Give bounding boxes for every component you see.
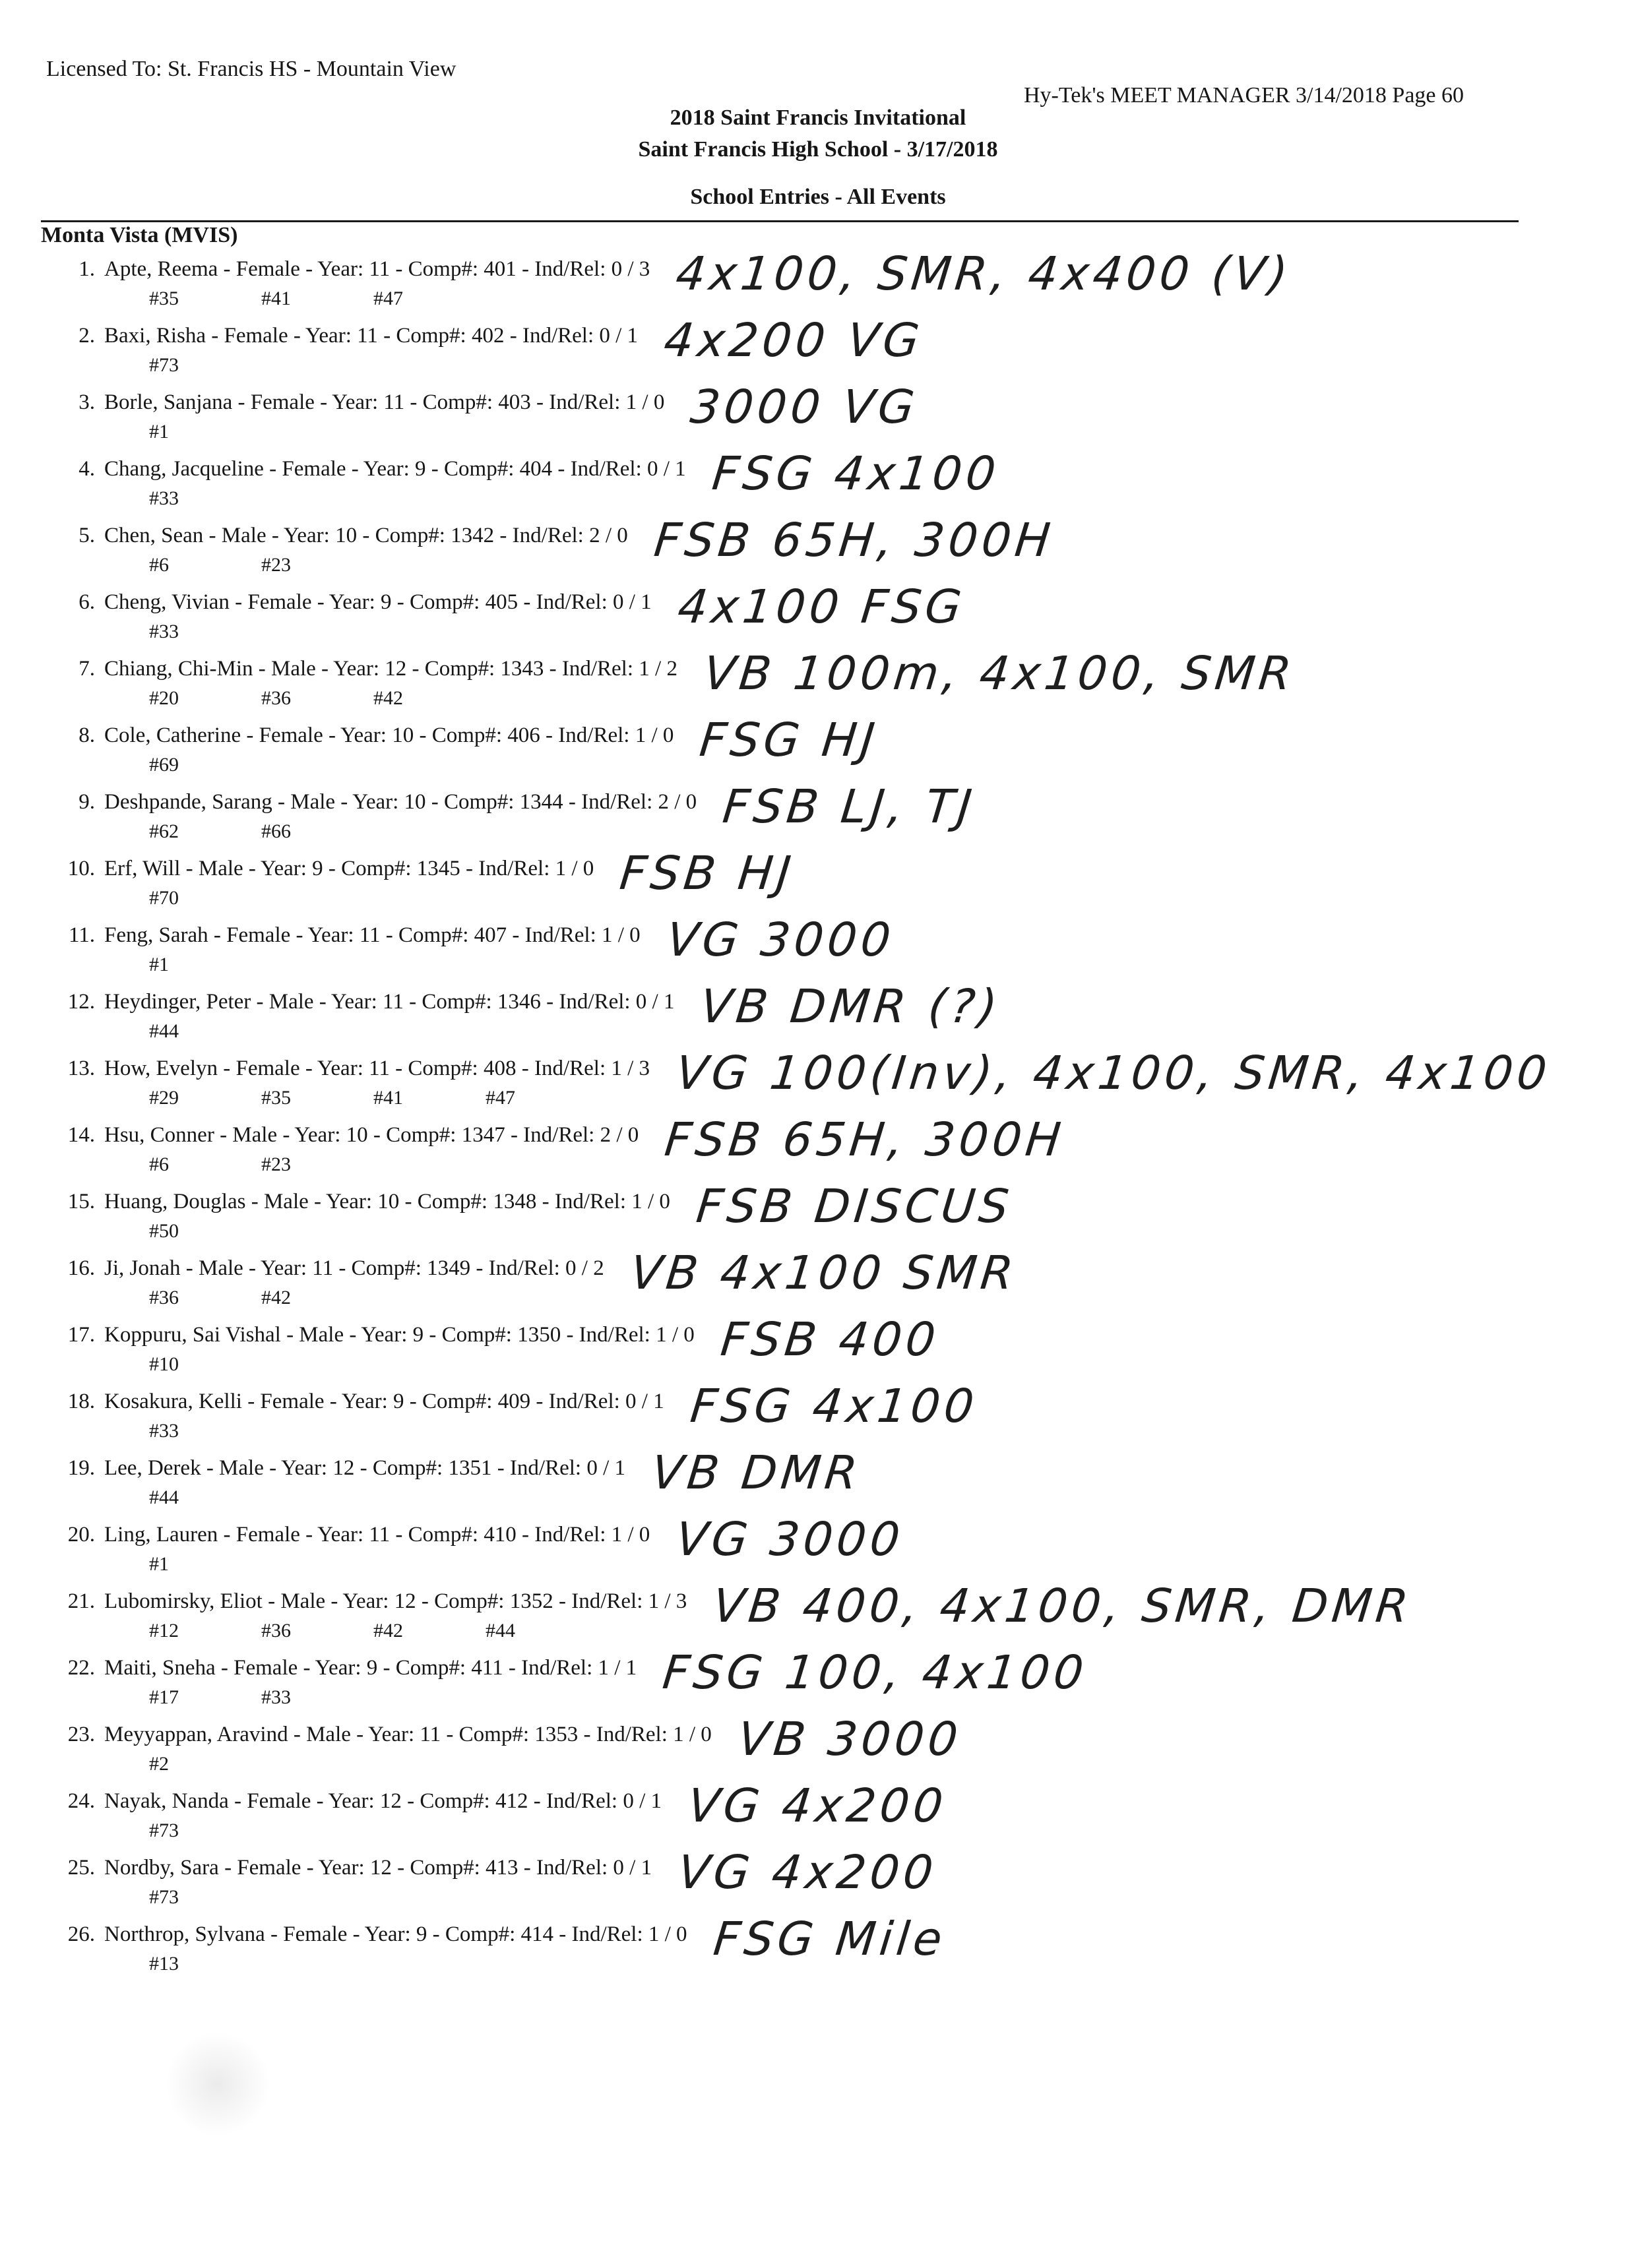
entry-number: 20. (67, 1523, 95, 1547)
event-number: #23 (261, 554, 291, 576)
entry-number: 9. (79, 790, 95, 814)
entry-number: 16. (67, 1256, 95, 1280)
handwritten-note: VB DMR (648, 1446, 864, 1500)
event-number: #42 (373, 1620, 403, 1641)
handwritten-note: FSG 4x100 (687, 1379, 980, 1433)
handwritten-note: VB 3000 (735, 1712, 964, 1766)
event-number: #44 (486, 1620, 515, 1641)
entry-number: 4. (79, 457, 95, 481)
entry-number: 6. (79, 590, 95, 614)
relay-event-numbers (149, 754, 261, 776)
handwritten-note: 4x200 VG (661, 313, 926, 367)
event-number: #42 (373, 687, 403, 709)
relay-event-numbers (149, 487, 261, 510)
entry-details: Ling, Lauren - Female - Year: 11 - Comp#: 410 - Ind/Rel: 1 / 0 (104, 1523, 650, 1547)
handwritten-note: FSB 400 (718, 1312, 942, 1366)
relay-event-numbers (149, 1420, 261, 1442)
relay-event-numbers (149, 1953, 261, 1975)
entry-details: Chang, Jacqueline - Female - Year: 9 - Comp#: 404 - Ind/Rel: 0 / 1 (104, 457, 686, 481)
report-title: School Entries - All Events (690, 185, 946, 209)
entry-number: 19. (67, 1456, 95, 1480)
entry-details: How, Evelyn - Female - Year: 11 - Comp#: 408 - Ind/Rel: 1 / 3 (104, 1057, 650, 1080)
event-number: #73 (149, 354, 179, 376)
handwritten-note: 3000 VG (688, 380, 922, 434)
event-number: #2 (149, 1753, 169, 1775)
event-number: #33 (149, 487, 179, 509)
handwritten-note: FSB LJ, TJ (720, 780, 979, 834)
entry-row (0, 780, 1636, 856)
event-number: #10 (149, 1353, 179, 1375)
relay-event-numbers (149, 421, 261, 443)
entry-number: 15. (67, 1190, 95, 1213)
entry-details: Cole, Catherine - Female - Year: 10 - Comp#: 406 - Ind/Rel: 1 / 0 (104, 723, 674, 747)
entry-number: 11. (68, 923, 95, 947)
entry-number: 26. (67, 1922, 95, 1946)
handwritten-note: VG 3000 (664, 913, 897, 967)
handwritten-note: FSB DISCUS (693, 1179, 1015, 1233)
event-number: #12 (149, 1620, 179, 1641)
handwritten-note: VG 3000 (674, 1512, 907, 1566)
event-number: #41 (373, 1087, 403, 1109)
event-number: #1 (149, 421, 169, 443)
relay-event-numbers (149, 1886, 261, 1909)
entry-number: 14. (67, 1123, 95, 1147)
entry-number: 24. (67, 1789, 95, 1813)
handwritten-note: FSG 4x100 (709, 446, 1002, 501)
entry-number: 12. (67, 990, 95, 1014)
entry-details: Lee, Derek - Male - Year: 12 - Comp#: 1351 - Ind/Rel: 0 / 1 (104, 1456, 626, 1480)
event-number: #29 (149, 1087, 179, 1109)
handwritten-note: FSB HJ (617, 846, 798, 900)
handwritten-note: FSB 65H, 300H (662, 1113, 1068, 1167)
relay-event-numbers (149, 1353, 261, 1376)
entry-details: Borle, Sanjana - Female - Year: 11 - Comp#: 403 - Ind/Rel: 1 / 0 (104, 390, 665, 414)
entry-number: 23. (67, 1723, 95, 1746)
handwritten-note: VB 100m, 4x100, SMR (701, 646, 1298, 700)
handwritten-note: VB 4x100 SMR (627, 1246, 1020, 1300)
event-number: #69 (149, 754, 179, 776)
handwritten-note: FSB 65H, 300H (651, 513, 1057, 567)
event-number: #62 (149, 820, 179, 842)
entry-number: 5. (79, 524, 95, 547)
relay-event-numbers (149, 288, 486, 310)
event-number: #6 (149, 1153, 169, 1175)
relay-event-numbers (149, 1820, 261, 1842)
entry-details: Koppuru, Sai Vishal - Male - Year: 9 - Comp#: 1350 - Ind/Rel: 1 / 0 (104, 1323, 695, 1347)
entry-details: Chen, Sean - Male - Year: 10 - Comp#: 1342 - Ind/Rel: 2 / 0 (104, 524, 628, 547)
scan-smudge (165, 2031, 270, 2137)
entry-number: 7. (79, 657, 95, 681)
relay-event-numbers (149, 354, 261, 377)
event-number: #41 (261, 288, 291, 309)
relay-event-numbers (149, 1287, 373, 1309)
entry-number: 13. (67, 1057, 95, 1080)
handwritten-note: VB 400, 4x100, SMR, DMR (710, 1579, 1415, 1633)
event-number: #17 (149, 1686, 179, 1708)
handwritten-note: 4x100, SMR, 4x400 (V) (674, 247, 1294, 301)
event-number: #1 (149, 954, 169, 975)
event-number: #66 (261, 820, 291, 842)
entry-details: Heydinger, Peter - Male - Year: 11 - Comp#: 1346 - Ind/Rel: 0 / 1 (104, 990, 675, 1014)
handwritten-note: VG 4x200 (675, 1845, 940, 1899)
entry-details: Nayak, Nanda - Female - Year: 12 - Comp#: 412 - Ind/Rel: 0 / 1 (104, 1789, 662, 1813)
entry-details: Feng, Sarah - Female - Year: 11 - Comp#: 407 - Ind/Rel: 1 / 0 (104, 923, 641, 947)
event-number: #73 (149, 1820, 179, 1841)
event-number: #35 (261, 1087, 291, 1109)
entry-number: 1. (79, 257, 95, 281)
handwritten-note: 4x100 FSG (675, 580, 968, 634)
entry-details: Huang, Douglas - Male - Year: 10 - Comp#: 1348 - Ind/Rel: 1 / 0 (104, 1190, 670, 1213)
event-number: #44 (149, 1486, 179, 1508)
handwritten-note: FSG Mile (710, 1912, 949, 1966)
relay-event-numbers (149, 1087, 598, 1109)
relay-event-numbers (149, 1486, 261, 1509)
event-number: #13 (149, 1953, 179, 1975)
entry-details: Deshpande, Sarang - Male - Year: 10 - Comp#: 1344 - Ind/Rel: 2 / 0 (104, 790, 697, 814)
entry-details: Kosakura, Kelli - Female - Year: 9 - Comp#: 409 - Ind/Rel: 0 / 1 (104, 1390, 664, 1413)
relay-event-numbers (149, 554, 373, 576)
event-number: #47 (486, 1087, 515, 1109)
license-line: Licensed To: St. Francis HS - Mountain View (46, 57, 456, 81)
entry-number: 18. (67, 1390, 95, 1413)
entry-details: Lubomirsky, Eliot - Male - Year: 12 - Comp#: 1352 - Ind/Rel: 1 / 3 (104, 1589, 687, 1613)
entry-details: Chiang, Chi-Min - Male - Year: 12 - Comp#: 1343 - Ind/Rel: 1 / 2 (104, 657, 677, 681)
event-number: #23 (261, 1153, 291, 1175)
relay-event-numbers (149, 1220, 261, 1242)
handwritten-note: VB DMR (?) (698, 979, 1004, 1033)
relay-event-numbers (149, 687, 486, 710)
relay-event-numbers (149, 1686, 373, 1709)
entry-number: 22. (67, 1656, 95, 1680)
handwritten-note: VG 4x200 (685, 1779, 950, 1833)
team-heading: Monta Vista (MVIS) (41, 223, 238, 247)
relay-event-numbers (149, 887, 261, 909)
handwritten-note: FSG HJ (697, 713, 882, 767)
event-number: #33 (149, 1420, 179, 1442)
relay-event-numbers (149, 820, 373, 843)
event-number: #35 (149, 288, 179, 309)
entry-number: 8. (79, 723, 95, 747)
entry-number: 25. (67, 1856, 95, 1880)
relay-event-numbers (149, 1153, 373, 1176)
handwritten-note: VG 100(Inv), 4x100, SMR, 4x100 (673, 1046, 1554, 1100)
entry-details: Ji, Jonah - Male - Year: 11 - Comp#: 1349 - Ind/Rel: 0 / 2 (104, 1256, 604, 1280)
event-number: #1 (149, 1553, 169, 1575)
software-page-line: Hy-Tek's MEET MANAGER 3/14/2018 Page 60 (1024, 83, 1464, 107)
entry-details: Hsu, Conner - Male - Year: 10 - Comp#: 1347 - Ind/Rel: 2 / 0 (104, 1123, 639, 1147)
entry-number: 3. (79, 390, 95, 414)
event-number: #33 (149, 621, 179, 642)
event-number: #20 (149, 687, 179, 709)
entry-details: Northrop, Sylvana - Female - Year: 9 - Comp#: 414 - Ind/Rel: 1 / 0 (104, 1922, 687, 1946)
entry-details: Erf, Will - Male - Year: 9 - Comp#: 1345 - Ind/Rel: 1 / 0 (104, 857, 594, 880)
event-number: #73 (149, 1886, 179, 1908)
entry-details: Cheng, Vivian - Female - Year: 9 - Comp#: 405 - Ind/Rel: 0 / 1 (104, 590, 652, 614)
entry-details: Apte, Reema - Female - Year: 11 - Comp#: 401 - Ind/Rel: 0 / 3 (104, 257, 650, 281)
entry-number: 21. (67, 1589, 95, 1613)
event-number: #6 (149, 554, 169, 576)
event-number: #70 (149, 887, 179, 909)
meet-title: 2018 Saint Francis Invitational (670, 106, 966, 130)
relay-event-numbers (149, 1553, 261, 1576)
event-number: #33 (261, 1686, 291, 1708)
relay-event-numbers (149, 954, 261, 976)
entry-details: Maiti, Sneha - Female - Year: 9 - Comp#: 411 - Ind/Rel: 1 / 1 (104, 1656, 637, 1680)
event-number: #42 (261, 1287, 291, 1308)
event-number: #47 (373, 288, 403, 309)
relay-event-numbers (149, 621, 261, 643)
entry-row (0, 1912, 1636, 1988)
relay-event-numbers (149, 1620, 598, 1642)
entry-number: 10. (67, 857, 95, 880)
event-number: #36 (149, 1287, 179, 1308)
event-number: #50 (149, 1220, 179, 1242)
entry-details: Nordby, Sara - Female - Year: 12 - Comp#: 413 - Ind/Rel: 0 / 1 (104, 1856, 652, 1880)
meet-venue-date: Saint Francis High School - 3/17/2018 (638, 137, 998, 162)
entry-details: Meyyappan, Aravind - Male - Year: 11 - Comp#: 1353 - Ind/Rel: 1 / 0 (104, 1723, 712, 1746)
event-number: #36 (261, 1620, 291, 1641)
entry-number: 17. (67, 1323, 95, 1347)
relay-event-numbers (149, 1020, 261, 1043)
handwritten-note: FSG 100, 4x100 (660, 1645, 1090, 1700)
event-number: #44 (149, 1020, 179, 1042)
entry-details: Baxi, Risha - Female - Year: 11 - Comp#: 402 - Ind/Rel: 0 / 1 (104, 324, 639, 348)
relay-event-numbers (149, 1753, 261, 1775)
entry-number: 2. (79, 324, 95, 348)
event-number: #36 (261, 687, 291, 709)
